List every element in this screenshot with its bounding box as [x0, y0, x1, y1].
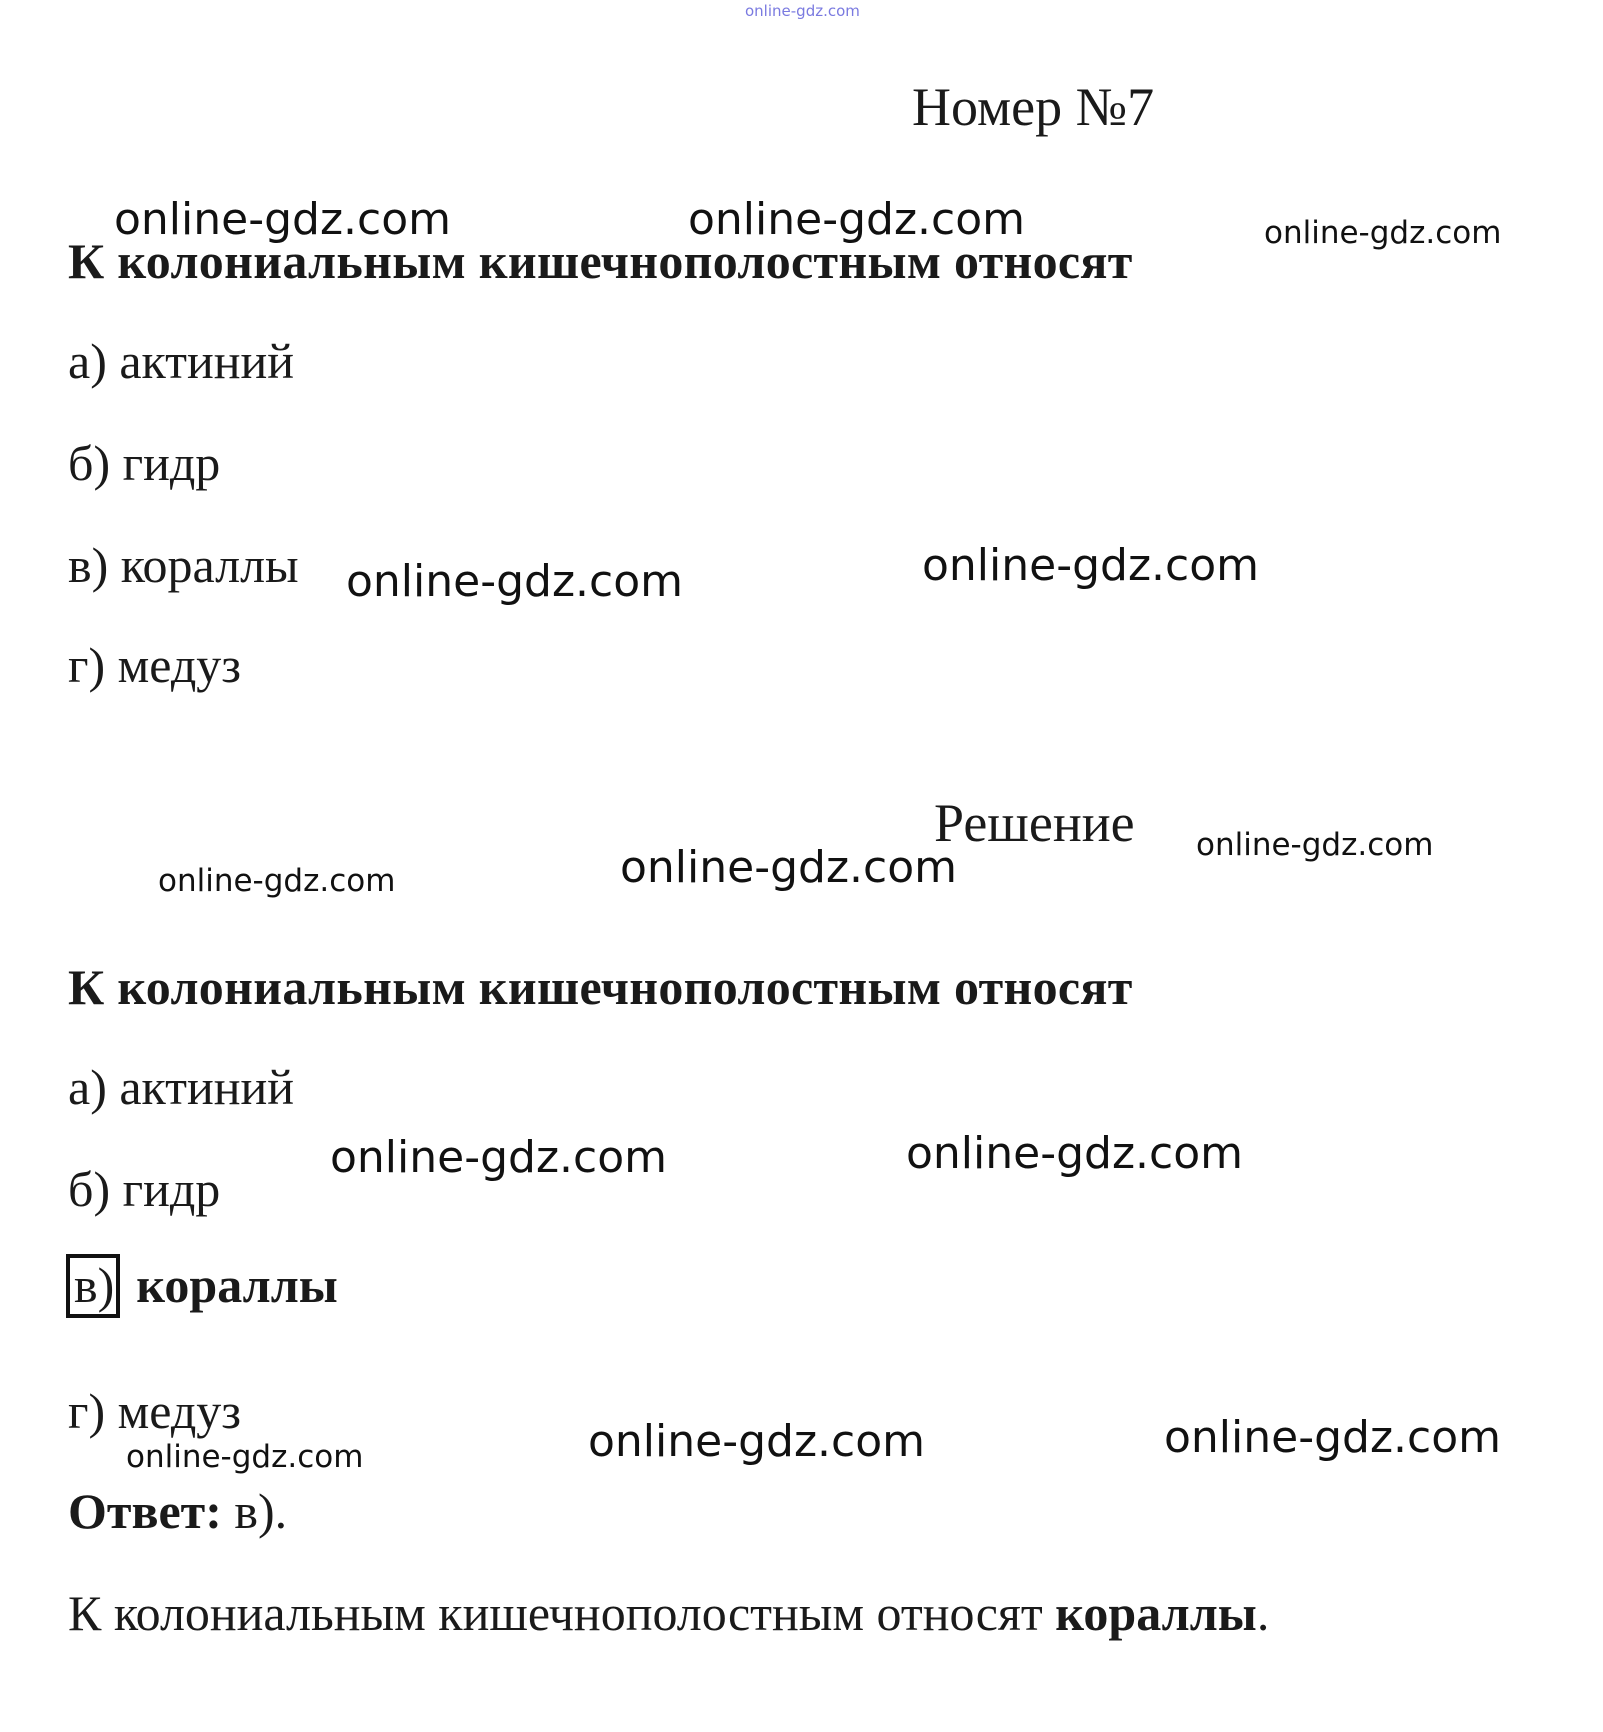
watermark: online-gdz.com	[114, 194, 452, 245]
watermark: online-gdz.com	[588, 1416, 926, 1467]
watermark: online-gdz.com	[1164, 1412, 1502, 1463]
selected-option-letter: в)	[66, 1254, 120, 1318]
watermark: online-gdz.com	[158, 863, 396, 899]
task-question: К колониальным кишечнополостным относят	[68, 233, 1133, 289]
task-option-c: в) кораллы	[68, 537, 299, 593]
answer-line	[68, 1483, 288, 1539]
final-suffix: .	[1256, 1585, 1270, 1641]
watermark: online-gdz.com	[1264, 215, 1502, 251]
answer-label: Ответ:	[68, 1483, 222, 1539]
task-option-b: б) гидр	[68, 435, 221, 491]
solution-question: К колониальным кишечнополостным относят	[68, 959, 1133, 1015]
final-prefix: К колониальным кишечнополостным относят	[68, 1585, 1056, 1641]
top-watermark: online-gdz.com	[745, 2, 860, 20]
page-title: Номер №7	[912, 77, 1155, 137]
watermark: online-gdz.com	[906, 1128, 1244, 1179]
final-highlight: кораллы	[1055, 1585, 1257, 1641]
final-sentence	[68, 1585, 1270, 1641]
watermark: online-gdz.com	[346, 556, 684, 607]
watermark: online-gdz.com	[922, 540, 1260, 591]
watermark: online-gdz.com	[688, 194, 1026, 245]
solution-option-b: б) гидр	[68, 1161, 221, 1217]
task-option-d: г) медуз	[68, 637, 242, 693]
answer-value: в).	[221, 1483, 288, 1539]
selected-option-text: кораллы	[136, 1257, 338, 1313]
watermark: online-gdz.com	[1196, 827, 1434, 863]
solution-option-d: г) медуз	[68, 1383, 242, 1439]
watermark: online-gdz.com	[620, 842, 958, 893]
watermark: online-gdz.com	[330, 1132, 668, 1183]
solution-heading: Решение	[934, 793, 1135, 853]
solution-option-a: а) актиний	[68, 1059, 295, 1115]
task-option-a: а) актиний	[68, 333, 295, 389]
watermark: online-gdz.com	[126, 1439, 364, 1475]
selected-option	[66, 1254, 338, 1318]
